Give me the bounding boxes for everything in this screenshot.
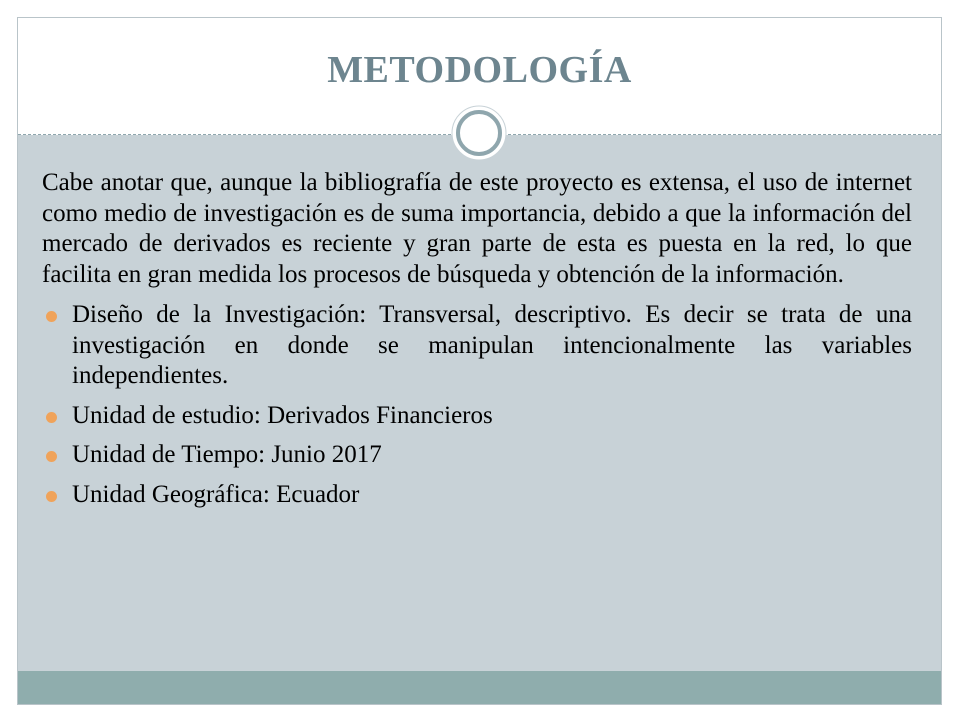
ring-ornament-icon — [450, 104, 508, 162]
body-text — [42, 168, 912, 519]
bullet-text: Unidad Geográfica: Ecuador — [72, 480, 360, 508]
bullet-list — [42, 300, 912, 510]
bullet-text: Unidad de estudio: Derivados Financieros — [72, 401, 493, 429]
intro-paragraph: Cabe anotar que, aunque la bibliografía de este proyecto es extensa, el uso de internet como medio de investigación es de suma importancia, debido a que la información del mercado de derivados es reciente y gran parte de esta es puesta en la red, lo que facilita en gran medida los procesos de búsqueda y obtención de la información. — [42, 169, 912, 288]
bullet-dot-icon — [46, 451, 57, 462]
bullet-item-study-unit — [42, 401, 912, 432]
bullet-item-research-design — [42, 300, 912, 392]
bullet-text: Diseño de la Investigación: Transversal, descriptivo. Es decir se trata de una investigación en donde se manipulan intencionalmente las variables independientes. — [72, 301, 912, 389]
bullet-item-geographic-unit — [42, 480, 912, 511]
bullet-dot-icon — [46, 311, 57, 322]
bullet-dot-icon — [46, 491, 57, 502]
bullet-dot-icon — [46, 412, 57, 423]
slide-title: METODOLOGÍA — [327, 49, 632, 91]
bullet-item-time-unit — [42, 440, 912, 471]
bullet-text: Unidad de Tiempo: Junio 2017 — [72, 441, 382, 468]
